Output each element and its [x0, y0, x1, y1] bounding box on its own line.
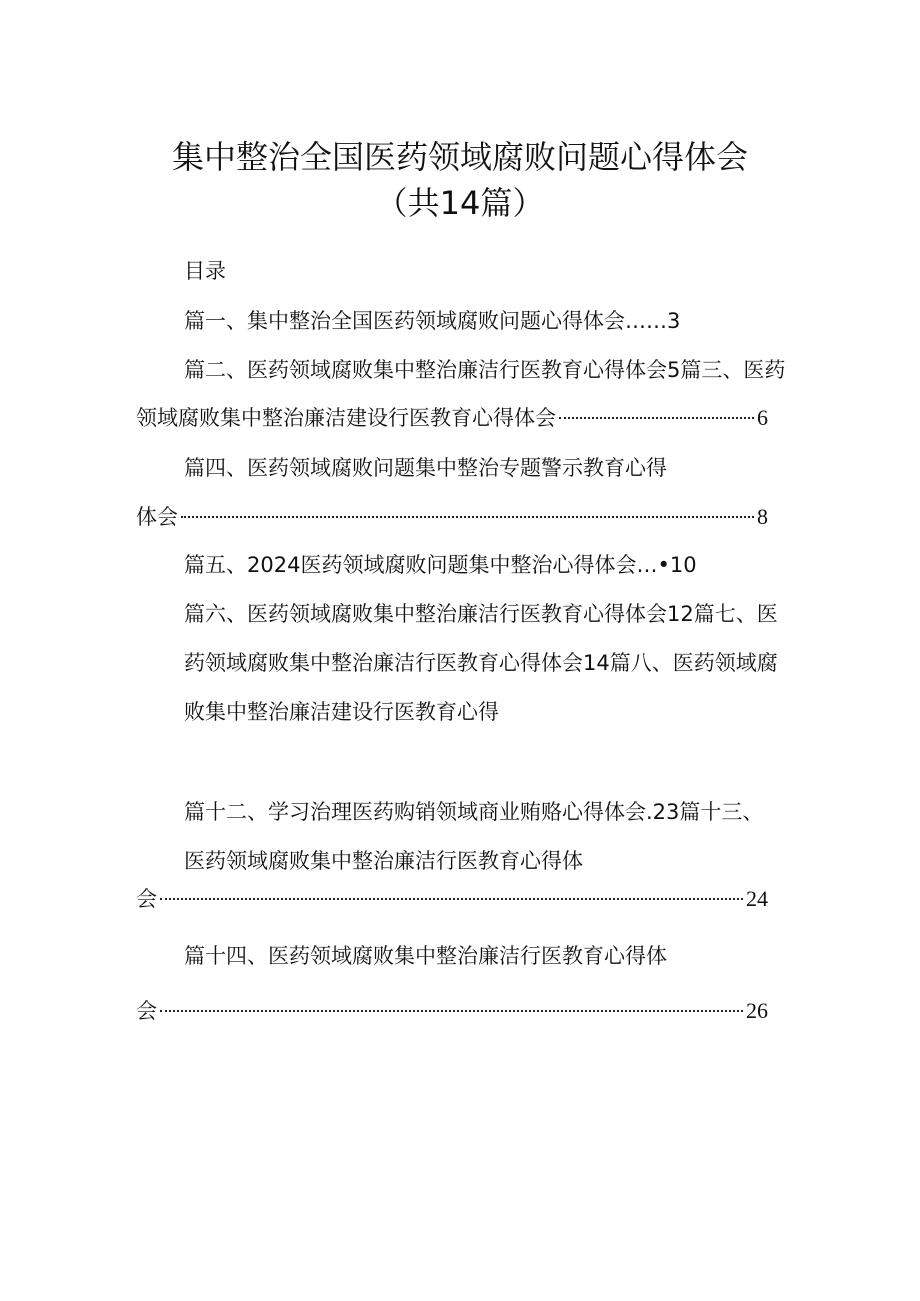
document-title: 集中整治全国医药领域腐败问题心得体会: [171, 138, 748, 176]
toc-entry-3-page: 6: [757, 405, 768, 430]
toc-entry-14-page: 26: [746, 998, 768, 1023]
dot-leader: [559, 417, 754, 419]
toc-entry-5-text: 体会: [136, 505, 178, 529]
toc-entry-3-text: 领域腐败集中整治廉洁建设行医教育心得体会: [136, 406, 556, 430]
toc-entry-12-page: 24: [746, 886, 768, 911]
toc-entry-12-text: 会: [136, 887, 157, 911]
toc-entry-12[interactable]: [136, 884, 768, 914]
toc-entry-5-page: 8: [757, 504, 768, 529]
toc-entry-6[interactable]: 篇五、2024医药领域腐败问题集中整治心得体会…•10: [184, 553, 697, 577]
dot-leader: [160, 1010, 743, 1012]
toc-entry-4[interactable]: 篇四、医药领域腐败问题集中整治专题警示教育心得: [184, 456, 667, 480]
toc-entry-3[interactable]: [136, 403, 768, 433]
toc-entry-1[interactable]: 篇一、集中整治全国医药领域腐败问题心得体会……3: [184, 309, 681, 333]
toc-entry-8[interactable]: 药领域腐败集中整治廉洁行医教育心得体会14篇八、医药领域腐: [184, 651, 778, 675]
toc-entry-2[interactable]: 篇二、医药领域腐败集中整治廉洁行医教育心得体会5篇三、医药: [184, 358, 786, 382]
document-subtitle: （共14篇）: [375, 184, 545, 222]
toc-entry-11[interactable]: 医药领域腐败集中整治廉洁行医教育心得体: [184, 849, 583, 873]
dot-leader: [160, 898, 743, 900]
toc-entry-5[interactable]: [136, 502, 768, 532]
toc-entry-10[interactable]: 篇十二、学习治理医药购销领域商业贿赂心得体会.23篇十三、: [184, 800, 764, 824]
toc-entry-9[interactable]: 败集中整治廉洁建设行医教育心得: [184, 700, 499, 724]
dot-leader: [181, 516, 754, 518]
toc-entry-13[interactable]: 篇十四、医药领域腐败集中整治廉洁行医教育心得体: [184, 944, 667, 968]
toc-heading: 目录: [184, 259, 226, 283]
toc-entry-14-text: 会: [136, 999, 157, 1023]
toc-entry-7[interactable]: 篇六、医药领域腐败集中整治廉洁行医教育心得体会12篇七、医: [184, 602, 778, 626]
toc-entry-14[interactable]: [136, 996, 768, 1026]
